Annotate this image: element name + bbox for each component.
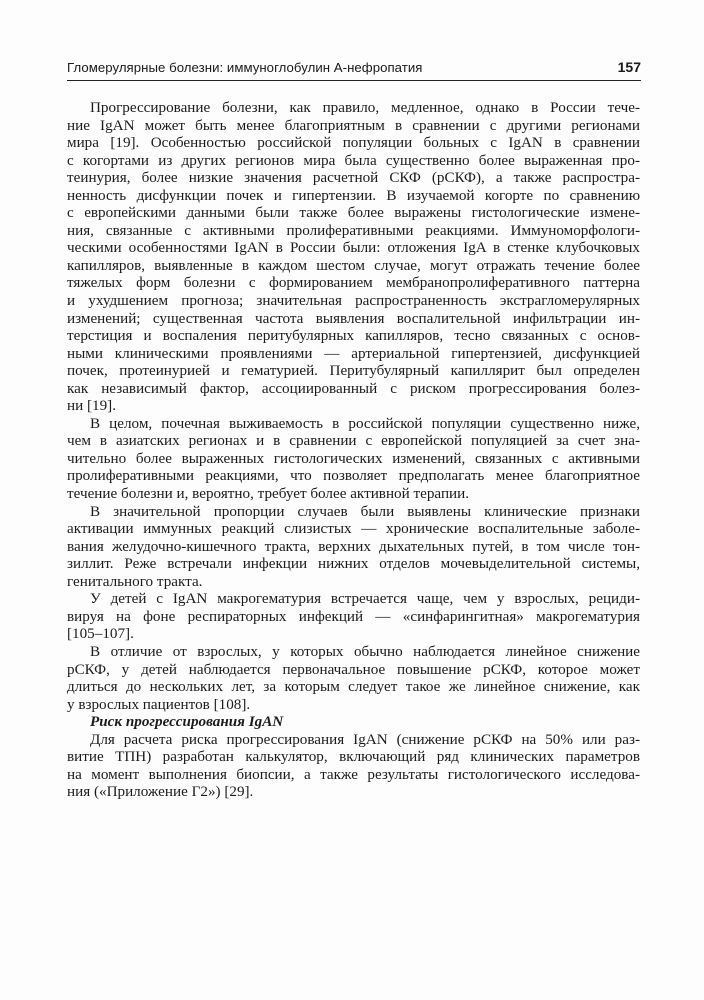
text-line: В отличие от взрослых, у которых обычно наблюдается линейное снижение [90, 642, 640, 660]
text-line: зиллит. Реже встречали инфекции нижних отделов мочевыделительной системы, [67, 555, 640, 573]
paragraph [67, 590, 640, 643]
section-subheading: Риск прогрессирования IgAN [90, 713, 284, 731]
text-line: У детей с IgAN макрогематурия встречается чаще, чем у взрослых, рециди- [90, 590, 640, 608]
paragraph [67, 502, 640, 591]
text-line: ние IgAN может быть менее благоприятным в сравнении с другими регионами [67, 116, 640, 134]
text-line: мира [19]. Особенностью российской популяции больных с IgAN в сравнении [67, 134, 640, 152]
paragraph [67, 414, 640, 503]
text-line: витие ТПН) разработан калькулятор, включающий ряд клинических параметров [67, 748, 640, 766]
text-line: изменений; существенная частота выявления воспалительной инфильтрации ин- [67, 309, 640, 327]
text-line: и ухудшением прогноза; значительная распространенность экстрагломерулярных [67, 292, 640, 310]
text-line: [105–107]. [67, 625, 134, 643]
text-line: ными клиническими проявлениями — артериальной гипертензией, дисфункцией [67, 344, 640, 362]
text-line: вируя на фоне респираторных инфекций — «синфарингитная» макрогематурия [67, 607, 640, 625]
text-line: почек, протеинурией и гематурией. Перитубулярный капиллярит был определен [67, 362, 640, 380]
paragraph [67, 99, 640, 415]
text-line: с когортами из других регионов мира была существенно более выраженная про- [67, 151, 640, 169]
text-line: ния, связанные с активными пролиферативными реакциями. Иммуноморфологи- [67, 221, 640, 239]
text-line: ненность дисфункции почек и гипертензии. В изучаемой когорте по сравнению [67, 186, 640, 204]
page-body [67, 99, 640, 801]
text-line: рСКФ, у детей наблюдается первоначальное повышение рСКФ, которое может [67, 660, 640, 678]
text-line: Прогрессирование болезни, как правило, медленное, однако в России тече- [90, 99, 640, 116]
text-line: тяжелых форм болезни с формированием мембранопролиферативного паттерна [67, 274, 640, 292]
text-line: вания желудочно-кишечного тракта, верхних дыхательных путей, в том числе тон- [67, 537, 640, 555]
text-line: терстиция и воспаления перитубулярных капилляров, тесно связанных с основ- [67, 327, 640, 345]
text-line: В целом, почечная выживаемость в российской популяции существенно ниже, [90, 414, 640, 432]
subheading-paragraph [90, 713, 640, 731]
text-line: капилляров, выявленные в каждом шестом случае, могут отражать течение более [67, 256, 640, 274]
text-line: Для расчета риска прогрессирования IgAN (снижение рСКФ на 50% или раз- [90, 730, 640, 748]
text-line: В значительной пропорции случаев были выявлены клинические признаки [90, 502, 640, 520]
text-line: чем в азиатских регионах и в сравнении с европейской популяцией за счет зна- [67, 432, 640, 450]
text-line: активации иммунных реакций слизистых — хронические воспалительные заболе- [67, 520, 640, 538]
text-line: пролиферативными реакциями, что позволяет предполагать менее благоприятное [67, 467, 640, 485]
text-line: генитального тракта. [67, 572, 203, 590]
text-line: ческими особенностями IgAN в России были: отложения IgA в стенке клубочковых [67, 239, 640, 257]
text-line: у взрослых пациентов [108]. [67, 695, 251, 713]
text-line: на момент выполнения биопсии, а также результаты гистологического исследова- [67, 765, 640, 783]
running-header [67, 56, 641, 81]
text-line: теинурия, более низкие значения расчетной СКФ (рСКФ), а также распростра- [67, 169, 640, 187]
text-line: длиться до нескольких лет, за которым следует такое же линейное снижение, как [67, 678, 640, 696]
text-line: как независимый фактор, ассоциированный с риском прогрессирования болез- [67, 379, 640, 397]
paragraph [67, 730, 640, 801]
text-line: чительно более выраженных гистологических изменений, связанных с активными [67, 449, 640, 467]
paragraph [67, 642, 640, 713]
page-number: 157 [617, 59, 641, 75]
text-line: ни [19]. [67, 397, 117, 415]
running-header-title: Гломерулярные болезни: иммуноглобулин А-нефропатия [67, 60, 423, 75]
text-line: ния («Приложение Г2») [29]. [67, 783, 254, 801]
text-line: с европейскими данными были также более выражены гистологические измене- [67, 204, 640, 222]
text-line: течение болезни и, вероятно, требует более активной терапии. [67, 485, 470, 503]
